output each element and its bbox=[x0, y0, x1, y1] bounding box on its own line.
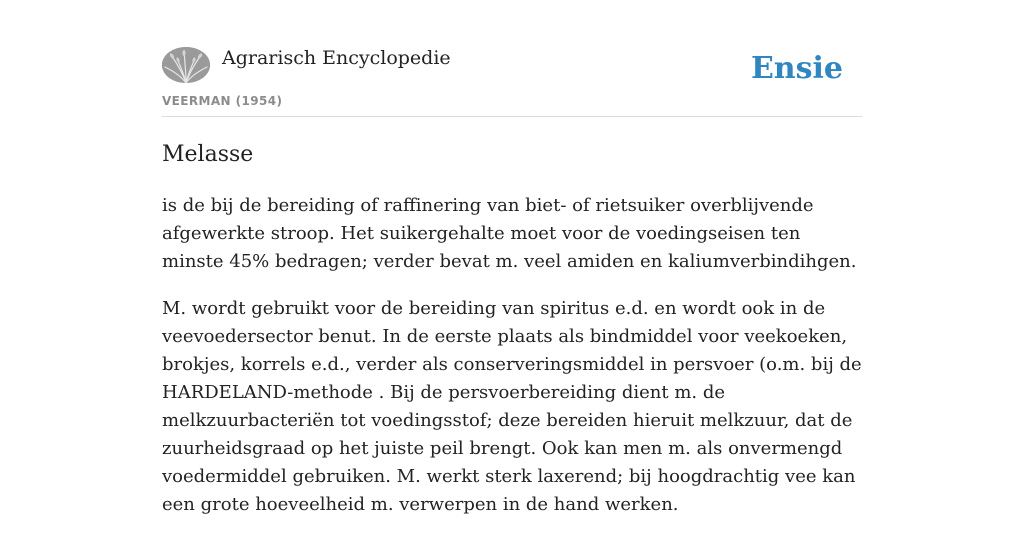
author-year: VEERMAN (1954) bbox=[162, 94, 283, 108]
page bbox=[162, 0, 862, 515]
brand-logo[interactable]: Ensie bbox=[750, 51, 843, 86]
source-title[interactable]: Agrarisch Encyclopedie bbox=[222, 47, 451, 69]
entry-paragraph: M. wordt gebruikt voor de bereiding van spiritus e.d. en wordt ook in de veevoedersector benut. In de eerste plaats als bindmiddel voor veekoeken, brokjes, korrels e.d., verder als conserveringsmiddel in persvoer (o.m. bij de HARDELAND-methode . Bij de persvoerbereiding dient m. de melkzuurbacteriën tot voedingsstof; deze bereiden hieruit melkzuur, dat de zuurheidsgraad op het juiste peil brengt. Ook kan men m. als onvermengd voedermiddel gebruiken. M. werkt sterk laxerend; bij hoogdrachtig vee kan een grote hoeveelheid m. verwerpen in de hand werken. bbox=[162, 298, 862, 515]
entry-title: Melasse bbox=[162, 142, 254, 167]
header bbox=[162, 0, 862, 117]
entry-body bbox=[162, 192, 862, 538]
wheat-logo-icon[interactable] bbox=[162, 47, 210, 83]
entry-paragraph: is de bij de bereiding of raffinering van biet- of rietsuiker overblijvende afgewerkte stroop. Het suikergehalte moet voor de voedingseisen ten minste 45% bedragen; verder bevat m. veel amiden en kaliumverbindihgen. bbox=[162, 195, 857, 272]
